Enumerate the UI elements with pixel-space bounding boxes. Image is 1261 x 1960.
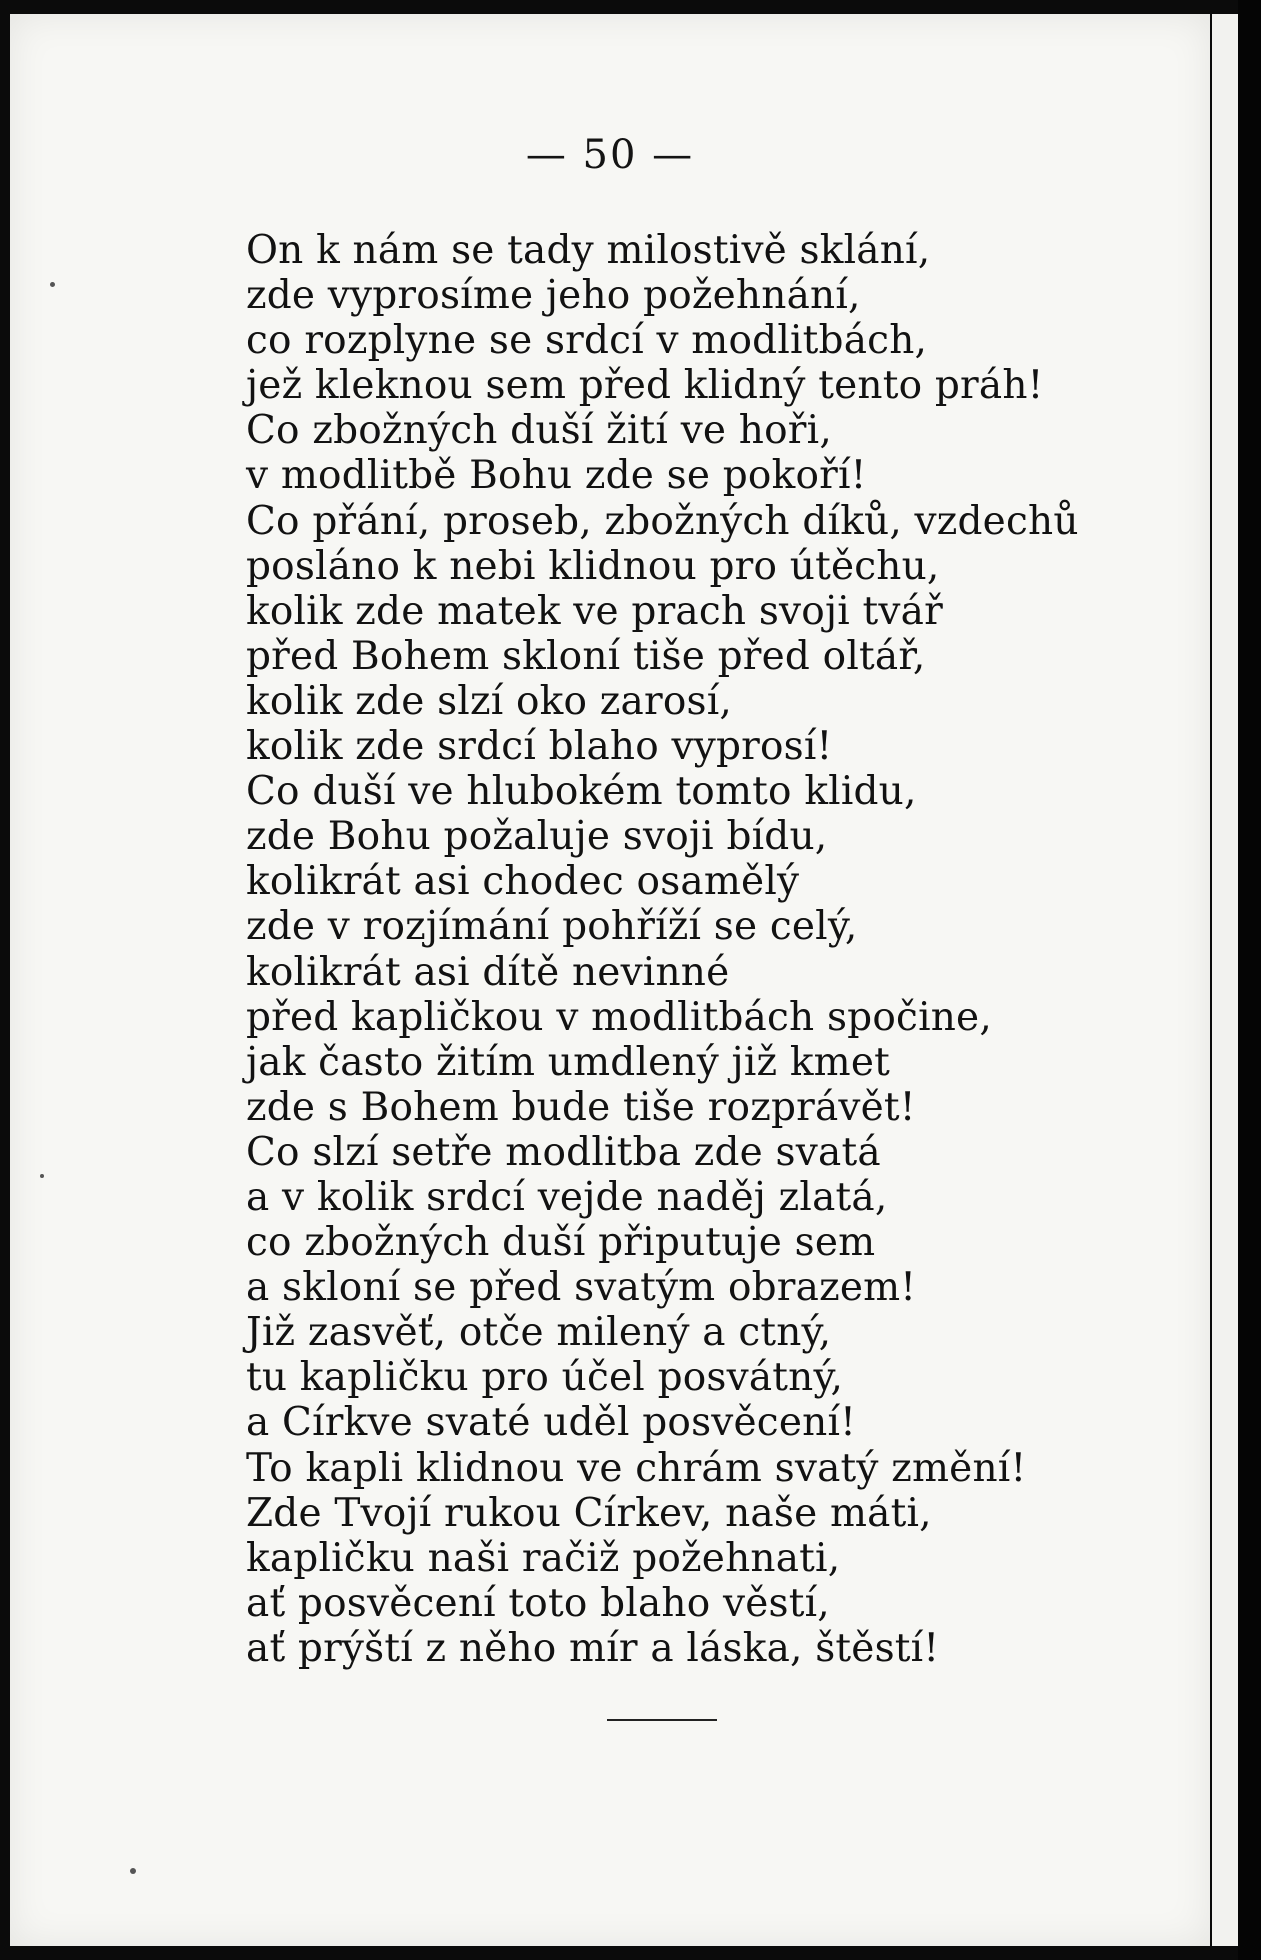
- poem-line: v modlitbě Bohu zde se pokoří!: [246, 453, 867, 499]
- poem-line: jež kleknou sem před klidný tento práh!: [246, 363, 1044, 409]
- adjacent-page-edge: [1212, 14, 1238, 1946]
- poem-line: kolik zde srdcí blaho vyprosí!: [246, 724, 833, 770]
- paper-speck: [50, 282, 55, 287]
- book-page: [10, 14, 1210, 1946]
- poem-line: kolikrát asi chodec osamělý: [246, 859, 800, 905]
- poem-line: zde Bohu požaluje svoji bídu,: [246, 814, 828, 860]
- poem-line: On k nám se tady milostivě sklání,: [246, 228, 931, 273]
- poem-line: Co přání, proseb, zbožných díků, vzdechů: [246, 498, 1079, 544]
- poem-line: Co slzí setře modlitba zde svatá: [246, 1129, 881, 1175]
- poem-line: posláno k nebi klidnou pro útěchu,: [246, 543, 940, 589]
- poem-line: Co duší ve hlubokém tomto klidu,: [246, 769, 917, 815]
- poem-line: kolik zde slzí oko zarosí,: [246, 678, 732, 724]
- poem-line: Již zasvěť, otče milený a ctný,: [246, 1310, 832, 1356]
- poem-line: jak často žitím umdlený již kmet: [246, 1039, 891, 1085]
- poem-line: co zbožných duší připutuje sem: [246, 1220, 876, 1266]
- poem-line: kapličku naši račiž požehnati,: [246, 1535, 841, 1581]
- poem-line: tu kapličku pro účel posvátný,: [246, 1355, 844, 1401]
- poem-line: kolik zde matek ve prach svoji tvář: [246, 588, 943, 634]
- scan-right-border: [1238, 0, 1261, 1960]
- poem-line: co rozplyne se srdcí v modlitbách,: [246, 318, 928, 364]
- poem-line: ať prýští z něho mír a láska, štěstí!: [246, 1625, 940, 1671]
- poem-line: a Církve svaté uděl posvěcení!: [246, 1400, 856, 1446]
- poem-line: zde s Bohem bude tiše rozprávět!: [246, 1084, 916, 1130]
- closing-rule: [607, 1719, 717, 1721]
- poem-line: před kapličkou v modlitbách spočine,: [246, 994, 992, 1040]
- poem-line: To kapli klidnou ve chrám svatý změní!: [246, 1445, 1027, 1491]
- poem-line: a skloní se před svatým obrazem!: [246, 1265, 917, 1311]
- paper-speck: [130, 1868, 136, 1874]
- poem-text: [246, 228, 1079, 1671]
- paper-speck: [40, 1174, 44, 1178]
- poem-line: ať posvěcení toto blaho věstí,: [246, 1580, 830, 1626]
- poem-line: kolikrát asi dítě nevinné: [246, 949, 730, 995]
- poem-line: zde v rozjímání pohříží se celý,: [246, 904, 858, 950]
- poem-line: a v kolik srdcí vejde naděj zlatá,: [246, 1174, 888, 1220]
- page-number: — 50 —: [525, 132, 695, 178]
- poem-line: Co zbožných duší žití ve hoři,: [246, 408, 832, 454]
- poem-line: zde vyprosíme jeho požehnání,: [246, 273, 861, 319]
- poem-line: před Bohem skloní tiše před oltář,: [246, 633, 926, 679]
- poem-line: Zde Tvojí rukou Církev, naše máti,: [246, 1490, 932, 1536]
